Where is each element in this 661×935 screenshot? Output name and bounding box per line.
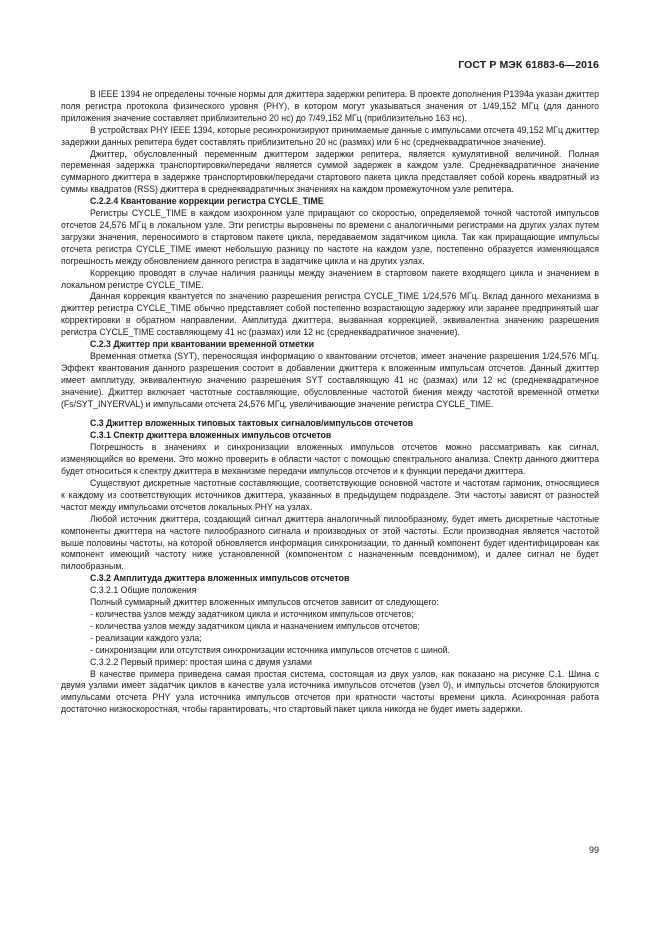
section-heading: C.3.2 Амплитуда джиттера вложенных импульсов отсчетов xyxy=(90,573,350,584)
subsection-line: C.3.2.2 Первый пример: простая шина с двумя узлами xyxy=(90,656,312,667)
paragraph: Существуют дискретные частотные составляющие, соответствующие основной частоте и частотам гармоник, относящиеся к каждому из соответствующих источников джиттера, указанных в предыдущем подразделе. Эти частоты зависят от разностей частот между импульсами отсчетов локальных PHY на узлах. xyxy=(61,478,599,512)
page-number: 99 xyxy=(588,845,599,855)
section-heading: C.3.1 Спектр джиттера вложенных импульсов отсчетов xyxy=(90,430,332,441)
paragraph: Коррекцию проводят в случае наличия разницы между значением в стартовом пакете входящего цикла и значением в локальном регистре CYCLE_TIME. xyxy=(61,267,599,290)
section-heading: C.2.2.4 Квантование коррекции регистра CYCLE_TIME xyxy=(90,196,324,207)
subsection-line: C.3.2.1 Общие положения xyxy=(90,585,197,596)
section-heading: C.2.3 Джиттер при квантовании временной отметки xyxy=(90,339,314,350)
page-body xyxy=(61,89,599,716)
list-item: - реализации каждого узла; xyxy=(90,632,202,643)
section-spacer xyxy=(61,410,599,418)
paragraph: Джиттер, обусловленный переменным джиттером задержки репитера, является кумулятивной величиной. Полная переменная задержка транспортировки/передачи является суммой задержек в каждом узле. Среднеквадратичное значение суммарного джиттера в задержке транспортировки/передачи стартового пакета цикла представляет собой корень квадратный из суммы квадратов (RSS) джиттера в среднеквадратичных значениях на каждом промежуточном узле репитера. xyxy=(61,148,599,195)
list-item: - количества узлов между задатчиком цикла и назначением импульсов отсчетов; xyxy=(90,620,420,631)
standard-header: ГОСТ Р МЭК 61883-6—2016 xyxy=(458,59,599,71)
subsection-line: Полный суммарный джиттер вложенных импульсов отсчетов зависит от следующего: xyxy=(90,597,439,608)
paragraph: В качестве примера приведена самая простая система, состоящая из двух узлов, как показано на рисунке C.1. Шина с двумя узлами имеет задатчик циклов в качестве узла источника импульсов отсчетов (узел 0), и импульсы отсчетов блокируются импульсами отсчета PHY узла источника импульсов отсчетов при кратности частоты времени цикла. Асинхронная работа достаточно низкоскоростная, чтобы гарантировать, что стартовый пакет цикла никогда не будет иметь задержки. xyxy=(61,668,599,715)
section-heading: C.3 Джиттер вложенных типовых тактовых сигналов/импульсов отсчетов xyxy=(90,418,414,429)
paragraph: Данная коррекция квантуется по значению разрешения регистра CYCLE_TIME 1/24,576 МГц. Вклад данного механизма в джиттер регистра CYCLE_TIME обычно представляет собой постепенно возрастающую задержку или заранее предпринятый шаг корректировки в обратном направлении. Амплитуда джиттера, вызванная коррекцией, эквивалентна значению разрешения регистра CYCLE_TIME составляющему 41 нс (размах) или 12 нс (среднеквадратичное значение). xyxy=(61,291,599,338)
paragraph: В устройствах PHY IEEE 1394, которые ресинхронизируют принимаемые данные с импульсами отсчета 49,152 МГц джиттер задержки данных репитера будет составлять приблизительно 20 нс (размах) или 6 нс (среднеквадратичное значение). xyxy=(61,124,599,147)
paragraph: Регистры CYCLE_TIME в каждом изохронном узле приращают со скоростью, определяемой точной частотой импульсов отсчетов 24,576 МГц в локальном узле. Эти регистры выровнены по времени с аналогичными регистрами на других узлах путем загрузки значения, переносимого в стартовом пакете цикла, передаваемом задатчиком цикла. Так как приращающие импульсы отсчета регистра CYCLE_TIME имеют небольшую разницу по частоте на каждом узле, постепенно образуется изменяющаяся погрешность между обновлением данного регистра в задатчике цикла и на других узлах. xyxy=(61,208,599,266)
list-item: - синхронизации или отсутствия синхронизации источника импульсов отсчетов с шиной. xyxy=(90,644,450,655)
list-item: - количества узлов между задатчиком цикла и источником импульсов отсчетов; xyxy=(90,608,414,619)
paragraph: В IEEE 1394 не определены точные нормы для джиттера задержки репитера. В проекте дополнения P1394a указан джиттер поля регистра протокола физического уровня (PHY), в котором могут указываться значения от 1/49,152 МГц (для данного приложения значение составляет приблизительно 20 нс) до 7/49,152 МГц (приблизительно 163 нс). xyxy=(61,89,599,123)
paragraph: Любой источник джиттера, создающий сигнал джиттера аналогичный пилообразному, будет иметь дискретные частотные компоненты джиттера на частоте пилообразного сигнала и производных от этой частоты. Если производная является частотой выше половины частоты, на которой обновляется информация синхронизации, то данный компонент будет идентифицирован как компонент имеющий частоту ниже установленной (компонентом с назначенным псевдонимом), и далее сигнал не будет пилообразным. xyxy=(61,513,599,572)
paragraph: Временная отметка (SYT), переносящая информацию о квантовании отсчетов, имеет значение разрешения 1/24,576 МГц. Эффект квантования данного разрешения состоит в добавлении джиттера к вложенным импульсам отсчетов. Данный джиттер имеет амплитуду, эквивалентную значению разрешения SYT составляющую 41 нс (размах) или 12 нс (среднеквадратичное значение). Джиттер включает частотные составляющие, обусловленные частотой биения между частотой временной отметки (Fs/SYT_INYERVAL) и импульсами отсчета 24,576 МГц, увеличивающие значение регистра CYCLE_TIME. xyxy=(61,350,599,409)
paragraph: Погрешность в значениях и синхронизации вложенных импульсов отсчетов можно рассматривать как сигнал, изменяющийся во времени. Это можно проверить в области частот с помощью спектрального анализа. Спектр данного джиттера будет относиться к спектру джиттера в механизме передачи импульсов отсчетов и к функции передачи джиттера. xyxy=(61,442,599,477)
